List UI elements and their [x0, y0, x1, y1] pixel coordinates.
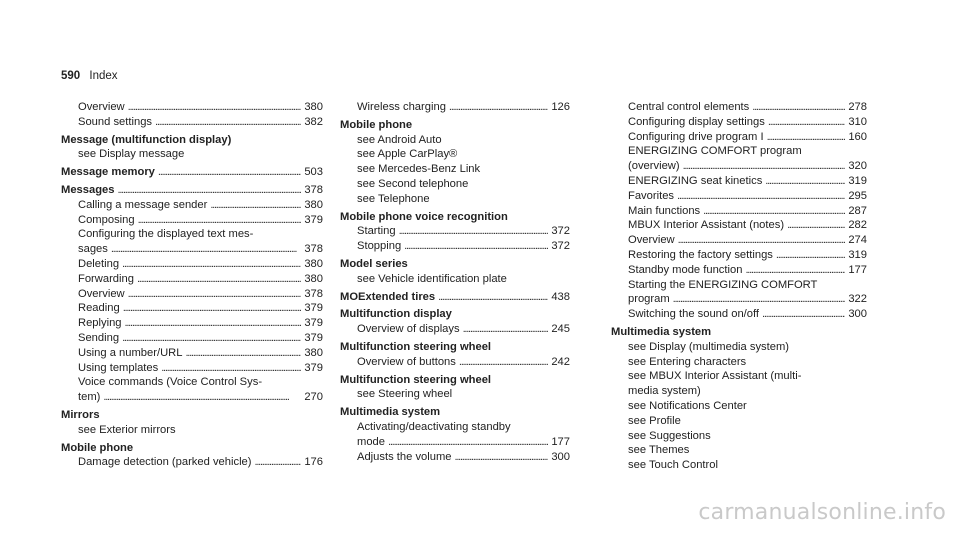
index-subentry: [340, 355, 570, 370]
dot-leader: [138, 213, 302, 228]
entry-label: Restoring the factory settings: [628, 248, 773, 261]
entry-label: tem): [78, 391, 101, 404]
dot-leader: [161, 361, 301, 376]
index-subentry: [61, 198, 323, 213]
entry-label: Main functions: [628, 204, 701, 217]
index-subentry: [611, 100, 867, 115]
index-heading: [61, 441, 323, 456]
index-subentry: [611, 429, 867, 444]
entry-label: Overview of displays: [357, 323, 460, 336]
page-reference: 372: [551, 240, 570, 253]
page-reference: 295: [848, 189, 867, 202]
index-subentry: [611, 399, 867, 414]
index-heading: [61, 183, 323, 198]
entry-label: Stopping: [357, 240, 402, 253]
dot-leader: [768, 115, 846, 130]
index-subentry: [340, 133, 570, 148]
page-reference: 380: [304, 346, 323, 359]
page-reference: 379: [304, 331, 323, 344]
index-subentry: [61, 213, 323, 228]
page-reference: 300: [551, 450, 570, 463]
index-heading: [61, 165, 323, 180]
index-subentry: [61, 375, 323, 390]
dot-leader: [787, 218, 845, 233]
page-number: 590: [61, 70, 81, 82]
index-heading: [611, 325, 867, 340]
dot-leader: [399, 224, 549, 239]
index-subentry: [61, 361, 323, 376]
entry-label: program: [628, 293, 670, 306]
dot-leader: [255, 455, 302, 470]
page-reference: 270: [304, 391, 323, 404]
dot-leader: [123, 301, 302, 316]
index-subentry: [340, 387, 570, 402]
dot-leader: [703, 204, 845, 219]
index-subentry: [611, 307, 867, 322]
entry-label: see Telephone: [357, 192, 430, 205]
entry-label: see Suggestions: [628, 429, 711, 442]
page-reference: 160: [848, 130, 867, 143]
entry-label: MOExtended tires: [340, 290, 436, 303]
page-header: [61, 70, 118, 82]
index-subentry: [611, 340, 867, 355]
dot-leader: [404, 239, 548, 254]
dot-leader: [683, 159, 846, 174]
index-subentry: [61, 100, 323, 115]
page-reference: 379: [304, 317, 323, 330]
index-subentry: [340, 322, 570, 337]
page-reference: 282: [848, 219, 867, 232]
entry-label: Switching the sound on/off: [628, 308, 760, 321]
dot-leader: [111, 242, 301, 257]
page-reference: 372: [551, 225, 570, 238]
entry-label: see Exterior mirrors: [78, 423, 176, 436]
index-subentry: [61, 272, 323, 287]
dot-leader: [449, 100, 548, 115]
index-subentry: [611, 115, 867, 130]
entry-label: (overview): [628, 160, 680, 173]
dot-leader: [103, 390, 301, 405]
page-reference: 379: [304, 361, 323, 374]
dot-leader: [137, 272, 301, 287]
entry-label: Starting the ENERGIZING COMFORT: [628, 278, 818, 291]
entry-label: Standby mode function: [628, 263, 743, 276]
page-reference: 274: [848, 234, 867, 247]
dot-leader: [762, 307, 845, 322]
index-subentry: [611, 218, 867, 233]
index-subentry: [611, 248, 867, 263]
entry-label: media system): [628, 385, 701, 398]
page-reference: 177: [551, 435, 570, 448]
entry-label: Configuring the displayed text mes-: [78, 228, 254, 241]
dot-leader: [765, 174, 845, 189]
index-column-2: [340, 100, 570, 464]
entry-label: see Android Auto: [357, 133, 442, 146]
entry-label: mode: [357, 435, 385, 448]
index-subentry: [340, 435, 570, 450]
entry-label: Adjusts the volume: [357, 450, 452, 463]
entry-label: ENERGIZING COMFORT program: [628, 145, 802, 158]
index-subentry: [611, 369, 867, 384]
page-reference: 382: [304, 115, 323, 128]
entry-label: Multimedia system: [340, 406, 441, 419]
index-subentry: [61, 331, 323, 346]
entry-label: Activating/deactivating standby: [357, 420, 511, 433]
index-subentry: [340, 224, 570, 239]
index-subentry: [611, 130, 867, 145]
page-reference: 379: [304, 302, 323, 315]
entry-label: see Profile: [628, 414, 681, 427]
index-heading: [61, 408, 323, 423]
page-reference: 310: [848, 115, 867, 128]
dot-leader: [122, 257, 301, 272]
dot-leader: [118, 183, 302, 198]
index-heading: [340, 405, 570, 420]
index-heading: [340, 118, 570, 133]
entry-label: Composing: [78, 213, 135, 226]
index-heading: [61, 133, 323, 148]
page-reference: 503: [304, 166, 323, 179]
entry-label: Multimedia system: [611, 325, 712, 338]
page-reference: 378: [304, 243, 323, 256]
entry-label: Message (multifunction display): [61, 133, 232, 146]
entry-label: Model series: [340, 257, 408, 270]
index-subentry: [61, 257, 323, 272]
page-reference: 176: [304, 456, 323, 469]
entry-label: Multifunction steering wheel: [340, 373, 492, 386]
entry-label: see MBUX Interior Assistant (multi-: [628, 370, 802, 383]
index-subentry: [611, 233, 867, 248]
entry-label: see Touch Control: [628, 459, 718, 472]
entry-label: Sound settings: [78, 115, 153, 128]
page-reference: 300: [848, 308, 867, 321]
entry-label: Wireless charging: [357, 101, 446, 113]
page-reference: 245: [551, 323, 570, 336]
entry-label: see Second telephone: [357, 177, 469, 190]
index-subentry: [61, 346, 323, 361]
index-heading: [340, 340, 570, 355]
entry-label: Message memory: [61, 166, 155, 179]
entry-label: Using a number/URL: [78, 346, 183, 359]
index-subentry: [340, 162, 570, 177]
index-heading: [340, 307, 570, 322]
entry-label: see Apple CarPlay®: [357, 148, 458, 161]
dot-leader: [776, 248, 845, 263]
entry-label: Using templates: [78, 361, 159, 374]
entry-label: MBUX Interior Assistant (notes): [628, 219, 785, 232]
index-subentry: [340, 100, 570, 115]
dot-leader: [752, 100, 845, 115]
page-reference: 380: [304, 272, 323, 285]
page-reference: 278: [848, 101, 867, 113]
index-heading: [340, 290, 570, 305]
index-subentry: [61, 287, 323, 302]
entry-label: Replying: [78, 317, 122, 330]
page-reference: 319: [848, 174, 867, 187]
entry-label: Multifunction display: [340, 308, 452, 321]
entry-label: see Display (multimedia system): [628, 340, 790, 353]
entry-label: Mobile phone: [340, 118, 413, 131]
entry-label: Multifunction steering wheel: [340, 340, 492, 353]
index-subentry: [340, 177, 570, 192]
entry-label: see Vehicle identification plate: [357, 272, 507, 285]
dot-leader: [455, 450, 549, 465]
page-reference: 242: [551, 355, 570, 368]
index-subentry: [611, 414, 867, 429]
dot-leader: [767, 130, 846, 145]
entry-label: Favorites: [628, 189, 675, 202]
page-reference: 438: [551, 290, 570, 303]
page-reference: 380: [304, 257, 323, 270]
index-heading: [340, 210, 570, 225]
entry-label: Forwarding: [78, 272, 134, 285]
entry-label: Sending: [78, 331, 120, 344]
index-column-1: [61, 100, 323, 470]
index-subentry: [340, 450, 570, 465]
entry-label: Starting: [357, 225, 396, 238]
dot-leader: [158, 165, 301, 180]
index-column-3: [611, 100, 867, 473]
dot-leader: [128, 287, 302, 302]
index-subentry: [611, 355, 867, 370]
index-subentry: [340, 239, 570, 254]
page-reference: 126: [551, 101, 570, 113]
dot-leader: [673, 292, 846, 307]
dot-leader: [128, 100, 302, 115]
entry-label: sages: [78, 243, 108, 256]
page-reference: 287: [848, 204, 867, 217]
index-subentry: [611, 189, 867, 204]
page-reference: 378: [304, 183, 323, 196]
index-subentry: [61, 227, 323, 242]
index-subentry: [61, 115, 323, 130]
dot-leader: [388, 435, 548, 450]
page-reference: 378: [304, 287, 323, 300]
dot-leader: [185, 346, 301, 361]
page-reference: 322: [848, 293, 867, 306]
entry-label: Overview: [78, 287, 125, 300]
index-subentry: [61, 147, 323, 162]
index-subentry: [61, 301, 323, 316]
entry-label: Messages: [61, 183, 115, 196]
entry-label: Configuring display settings: [628, 115, 765, 128]
entry-label: Central control elements: [628, 101, 750, 113]
entry-label: see Entering characters: [628, 355, 747, 368]
page-reference: 177: [848, 263, 867, 276]
entry-label: Mobile phone: [61, 441, 134, 454]
entry-label: see Mercedes-Benz Link: [357, 163, 481, 176]
entry-label: see Notifications Center: [628, 399, 747, 412]
entry-label: Overview: [78, 101, 125, 113]
page-reference: 379: [304, 213, 323, 226]
watermark: carmanualsonline.info: [698, 500, 946, 525]
index-subentry: [611, 144, 867, 159]
page-title: Index: [89, 70, 118, 82]
index-subentry: [611, 292, 867, 307]
dot-leader: [745, 263, 845, 278]
entry-label: Overview of buttons: [357, 355, 456, 368]
index-heading: [340, 257, 570, 272]
index-subentry: [611, 443, 867, 458]
entry-label: Mirrors: [61, 408, 100, 421]
page-reference: 380: [304, 101, 323, 113]
entry-label: Reading: [78, 302, 120, 315]
entry-label: Damage detection (parked vehicle): [78, 456, 252, 469]
entry-label: see Steering wheel: [357, 388, 453, 401]
dot-leader: [155, 115, 301, 130]
entry-label: ENERGIZING seat kinetics: [628, 174, 763, 187]
index-subentry: [611, 159, 867, 174]
index-subentry: [61, 423, 323, 438]
entry-label: Overview: [628, 234, 675, 247]
index-subentry: [611, 174, 867, 189]
dot-leader: [125, 316, 302, 331]
entry-label: Configuring drive program I: [628, 130, 764, 143]
page-reference: 380: [304, 198, 323, 211]
index-subentry: [340, 147, 570, 162]
index-subentry: [61, 316, 323, 331]
entry-label: see Display message: [78, 148, 185, 161]
dot-leader: [463, 322, 549, 337]
dot-leader: [678, 233, 846, 248]
dot-leader: [122, 331, 301, 346]
index-subentry: [340, 420, 570, 435]
entry-label: Calling a message sender: [78, 198, 208, 211]
dot-leader: [210, 198, 301, 213]
index-subentry: [611, 458, 867, 473]
index-subentry: [611, 263, 867, 278]
entry-label: Voice commands (Voice Control Sys-: [78, 376, 263, 389]
dot-leader: [677, 189, 845, 204]
dot-leader: [438, 290, 548, 305]
page-reference: 320: [848, 160, 867, 173]
index-subentry: [611, 384, 867, 399]
index-subentry: [340, 192, 570, 207]
index-subentry: [61, 242, 323, 257]
index-subentry: [61, 390, 323, 405]
index-subentry: [611, 278, 867, 293]
index-subentry: [61, 455, 323, 470]
page-reference: 319: [848, 248, 867, 261]
index-subentry: [611, 204, 867, 219]
dot-leader: [459, 355, 548, 370]
entry-label: see Themes: [628, 444, 690, 457]
entry-label: Deleting: [78, 257, 120, 270]
index-heading: [340, 373, 570, 388]
index-subentry: [340, 272, 570, 287]
entry-label: Mobile phone voice recognition: [340, 210, 508, 223]
